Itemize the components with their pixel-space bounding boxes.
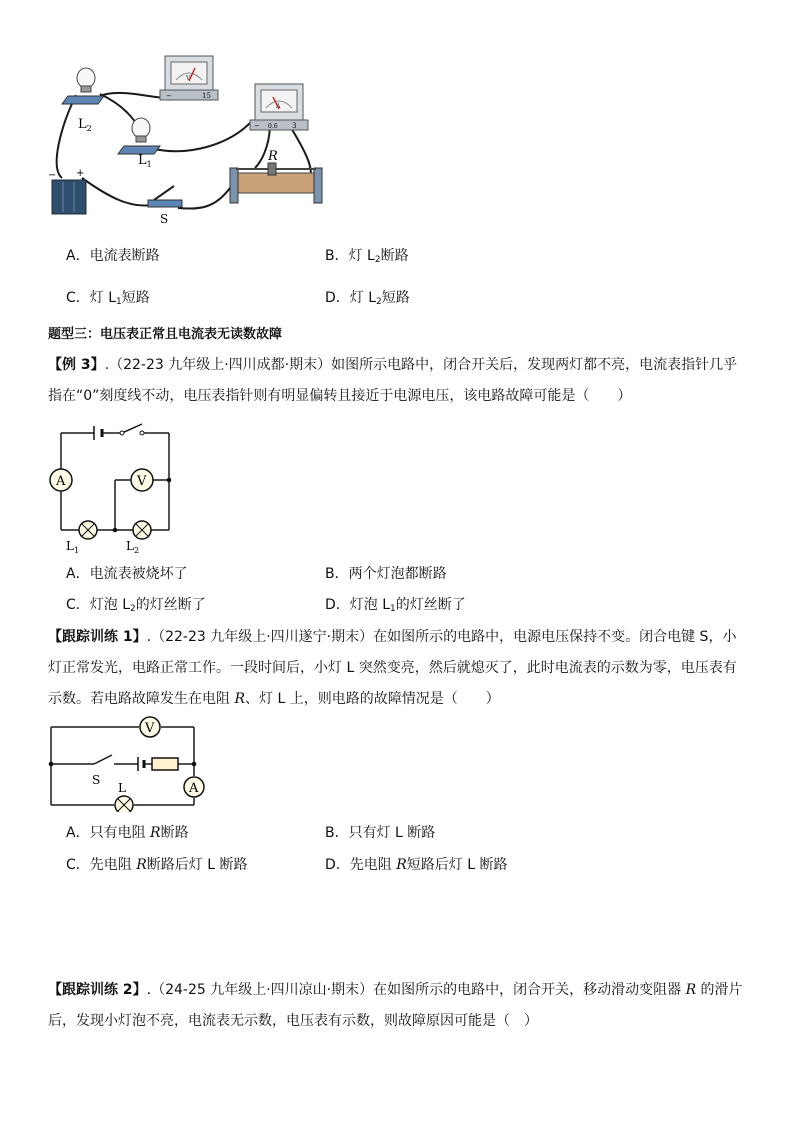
prev-option-c[interactable]: C．灯 $L_1$短路 bbox=[66, 290, 150, 307]
prev-option-d[interactable]: D．灯 $L_2$短路 bbox=[325, 290, 410, 307]
example3-l2-label: $L_2$ bbox=[126, 539, 140, 555]
ex3-option-d[interactable]: D．灯泡 $L_1$的灯丝断了 bbox=[325, 597, 466, 614]
ex3-option-a[interactable]: A．电流表被烧坏了 bbox=[66, 566, 188, 582]
rheostat-device bbox=[230, 163, 322, 203]
lamp-l2-label: $L_2$ bbox=[78, 117, 92, 133]
svg-text:A: A bbox=[56, 474, 66, 489]
track1-lamp bbox=[115, 796, 133, 812]
ammeter-device bbox=[250, 84, 308, 130]
svg-text:V: V bbox=[186, 75, 191, 82]
track1-lamp-label: L bbox=[118, 781, 126, 795]
prev-option-a[interactable]: A．电流表断路 bbox=[66, 248, 160, 264]
example3-lamp-l1 bbox=[79, 521, 97, 539]
svg-text:A: A bbox=[276, 103, 281, 110]
track1-circuit bbox=[46, 712, 206, 812]
track1-switch-label: S bbox=[92, 773, 101, 787]
ammeter-terminal-06: 0.6 bbox=[268, 123, 278, 130]
switch-device bbox=[148, 186, 182, 207]
svg-text:V: V bbox=[137, 474, 147, 489]
example3-voltmeter bbox=[131, 469, 153, 491]
track2-question: 【跟踪训练 2】.（24-25 九年级上·四川凉山·期末）在如图所示的电路中，闭合开关，移动滑动变阻器 R 的滑片后，发现小灯泡不亮，电流表无示数，电压表有示数，则故障原因可能是（ ） bbox=[48, 982, 743, 1029]
lamp-l1-label: $L_1$ bbox=[138, 153, 152, 169]
example3-l1-label: $L_1$ bbox=[66, 539, 80, 555]
ex3-option-b[interactable]: B．两个灯泡都断路 bbox=[325, 566, 447, 582]
ex3-option-c[interactable]: C．灯泡 $L_2$的灯丝断了 bbox=[66, 597, 206, 614]
voltmeter-device bbox=[160, 56, 218, 100]
section-heading: 题型三：电压表正常且电流表无读数故障 bbox=[48, 327, 283, 342]
ammeter-terminal-3: 3 bbox=[292, 122, 297, 130]
tr1-option-b[interactable]: B．只有灯 L 断路 bbox=[325, 825, 436, 841]
battery-device bbox=[48, 168, 86, 214]
battery-pos-sign: + bbox=[76, 168, 85, 179]
svg-text:A: A bbox=[189, 781, 199, 796]
voltmeter-terminal-neg: − bbox=[166, 92, 172, 100]
apparatus-figure bbox=[40, 48, 340, 223]
track1-question: 【跟踪训练 1】.（22-23 九年级上·四川遂宁·期末）在如图所示的电路中，电源电压保持不变。闭合电键 S，小灯正常发光，电路正常工作。一段时间后，小灯 L 突然变亮，然后就熄灭了，此时电流表的示数为零，电压表有示数。若电路故障发生在电阻 R、灯 L 上，则电路的故障情况是（ ） bbox=[48, 629, 737, 707]
voltmeter-terminal-15: 15 bbox=[202, 92, 211, 100]
rheostat-label: R bbox=[268, 149, 278, 164]
track1-ammeter bbox=[184, 777, 204, 797]
battery-neg-sign: − bbox=[48, 170, 57, 181]
example3-circuit bbox=[46, 420, 181, 555]
example3-question: 【例 3】.（22-23 九年级上·四川成都·期末）如图所示电路中，闭合开关后，发现两灯都不亮，电流表指针几乎指在“0”刻度线不动，电压表指针则有明显偏转且接近于电源电压，该电路故障可能是（ ） bbox=[48, 357, 738, 404]
tr1-option-d[interactable]: D．先电阻 R短路后灯 L 断路 bbox=[325, 857, 508, 873]
ammeter-terminal-neg: − bbox=[254, 122, 260, 130]
prev-option-b[interactable]: B．灯 $L_2$断路 bbox=[325, 248, 409, 265]
switch-label: S bbox=[160, 212, 169, 223]
track1-voltmeter bbox=[140, 717, 160, 737]
example3-ammeter bbox=[50, 469, 72, 491]
lamp-l2-device bbox=[62, 68, 104, 104]
tr1-option-c[interactable]: C．先电阻 R断路后灯 L 断路 bbox=[66, 857, 248, 873]
lamp-l1-device bbox=[118, 118, 160, 154]
tr1-option-a[interactable]: A．只有电阻 R断路 bbox=[66, 825, 189, 841]
example3-lamp-l2 bbox=[133, 521, 151, 539]
svg-text:V: V bbox=[145, 721, 155, 736]
